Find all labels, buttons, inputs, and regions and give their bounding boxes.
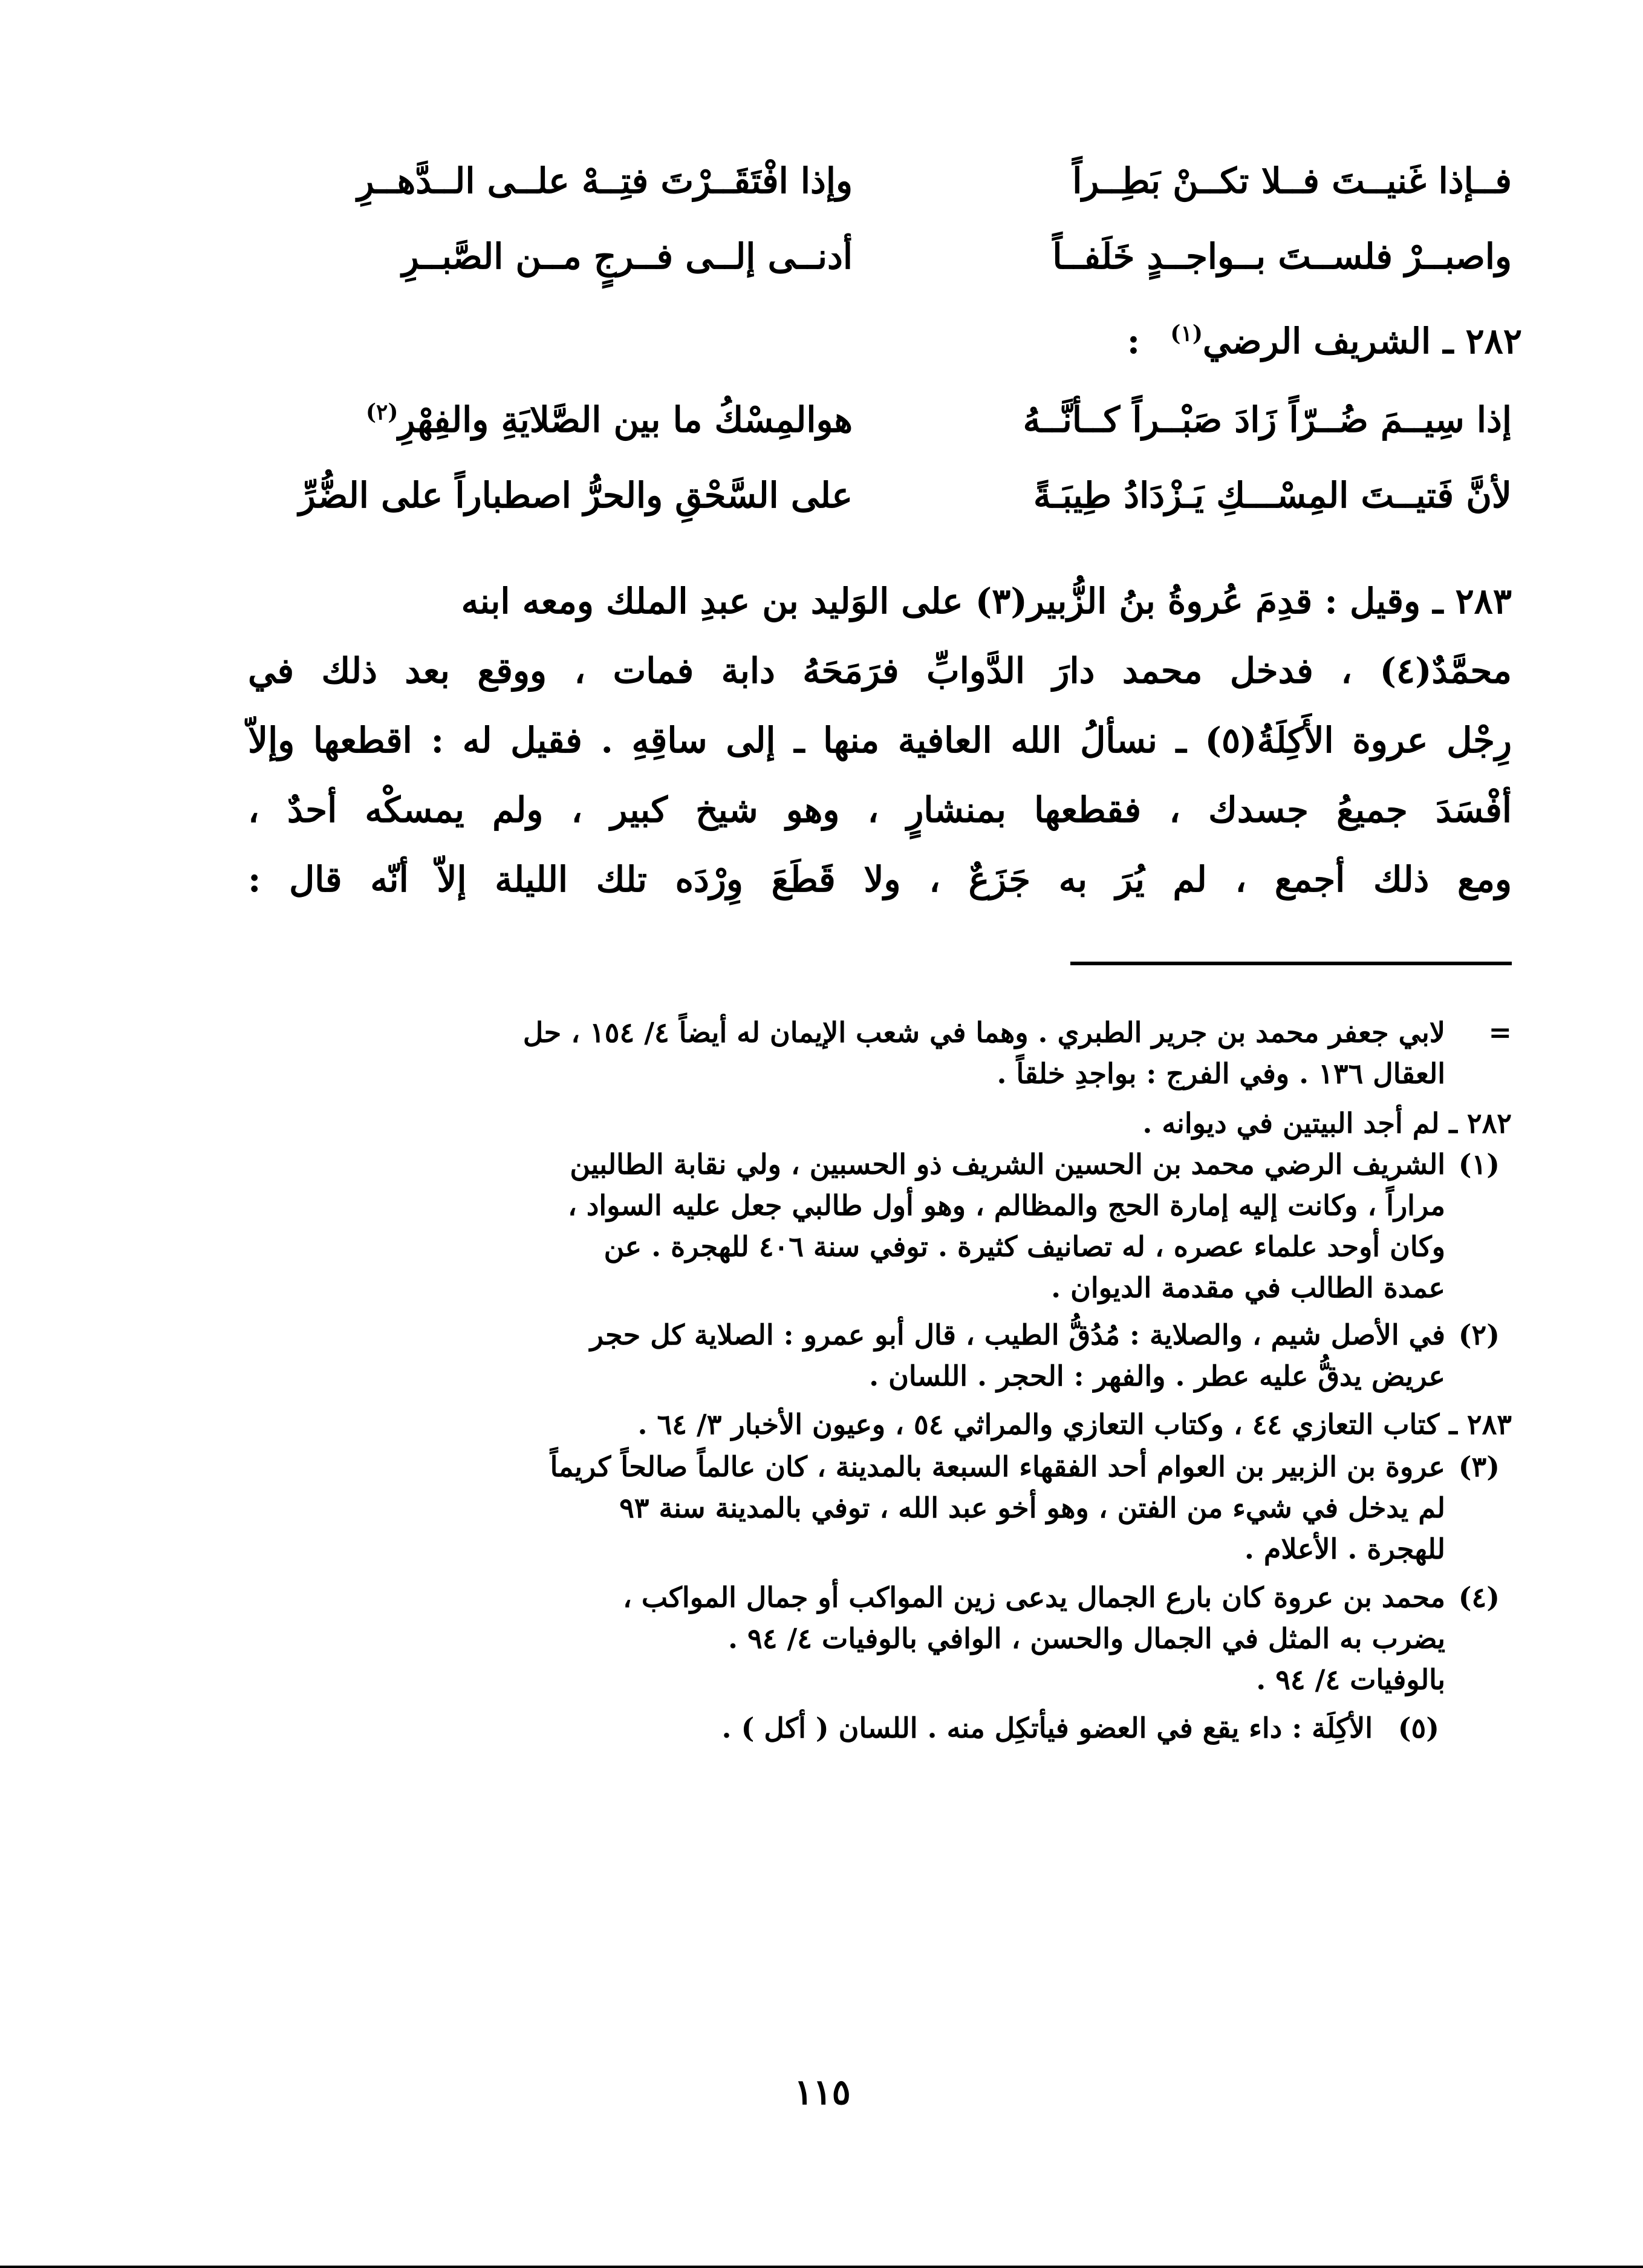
entry-283-paragraph (248, 581, 1512, 943)
hemistich-text: هوالمِسْكُ ما بين الصَّلايَةِ والفِهْرِ (398, 399, 853, 440)
footnote-line: لم يدخل في شيء من الفتن ، وهو أخو عبد الله ، توفي بالمدينة سنة ٩٣ (619, 1491, 1445, 1524)
paragraph-line: محمَّدٌ(٤) ، فدخل محمد دارَ الدَّوابِّ فرَمَحَهُ دابة فمات ، ووقع بعد ذلك في (248, 650, 1512, 691)
verse (248, 399, 1512, 448)
footnotes (248, 1016, 1512, 1984)
hemistich-second: أدنــى إلــى فــرجٍ مــن الصَّبــرِ (402, 236, 853, 277)
footnote-number: (٤) (1458, 1581, 1500, 1614)
paragraph-line: رِجْل عروة الأَكِلَةُ(٥) ـ نسألُ الله العافية منها ـ إلى ساقِهِ . فقيل له : اقطعها وإلاّ (248, 720, 1512, 761)
footnote-number: (٣) (1458, 1450, 1500, 1483)
footnote-line: عمدة الطالب في مقدمة الديوان . (1051, 1271, 1445, 1304)
footnote-line: الشريف الرضي محمد بن الحسين الشريف ذو الحسبين ، ولي نقابة الطالبين (570, 1148, 1445, 1181)
footnote-line: مراراً ، وكانت إليه إمارة الحج والمظالم ، وهو أول طالبي جعل عليه السواد ، (568, 1189, 1445, 1222)
continuation-marker: = (1488, 1016, 1512, 1049)
entry-282-heading (1127, 321, 1522, 362)
hemistich-first: واصبــرْ فلســتَ بــواجــدٍ خَلَفــاً (1052, 236, 1512, 277)
footnote-number: (٥) (1397, 1712, 1439, 1744)
footnote-number: (٢) (1458, 1318, 1500, 1351)
footnote-line: بالوفيات ٤/ ٩٤ . (1256, 1663, 1445, 1696)
footnote-line: لابي جعفر محمد بن جرير الطبري . وهما في شعب الإيمان له أيضاً ٤/ ١٥٤ ، حل (522, 1016, 1445, 1049)
footnote-entry-282: ٢٨٢ ـ لم أجد البيتين في ديوانه . (1142, 1107, 1512, 1139)
footnote-ref: (١) (1170, 321, 1203, 347)
footnote-line: الأكِلَة : داء يقع في العضو فيأتكِل منه . اللسان ( أكل ) . (721, 1712, 1373, 1744)
verse (248, 236, 1512, 284)
footnote-line: العقال ١٣٦ . وفي الفرج : بواجدِ خلقاً . (997, 1057, 1445, 1090)
entry-282-title: ٢٨٢ ـ الشريف الرضي (1202, 321, 1522, 362)
paragraph-line: ومع ذلك أجمع ، لم يُرَ به جَزَعٌ ، ولا قَطَعَ وِرْدَه تلك الليلة إلاّ أنّه قال : (248, 859, 1512, 900)
page-number: ١١٥ (794, 2071, 851, 2113)
colon: : (1127, 321, 1140, 362)
footnote-line: وكان أوحد علماء عصره ، له تصانيف كثيرة . توفي سنة ٤٠٦ للهجرة . عن (604, 1230, 1445, 1263)
hemistich-second (248, 399, 853, 440)
verse (248, 475, 1512, 523)
footnote-line: يضرب به المثل في الجمال والحسن ، الوافي بالوفيات ٤/ ٩٤ . (728, 1622, 1445, 1655)
paragraph-line: أفْسَدَ جميعُ جسدك ، فقطعها بمنشارٍ ، وهو شيخ كبير ، ولم يمسكْه أحدٌ ، (248, 789, 1512, 830)
poem-continuation (248, 160, 1512, 293)
footnote-separator (1070, 962, 1512, 965)
footnote-line: محمد بن عروة كان بارع الجمال يدعى زين المواكب أو جمال المواكب ، (623, 1581, 1445, 1614)
footnote-line: في الأصل شيم ، والصلاية : مُدُقُّ الطيب ، قال أبو عمرو : الصلاية كل حجر (590, 1318, 1445, 1351)
verse (248, 160, 1512, 209)
footnote-entry-283: ٢٨٣ ـ كتاب التعازي ٤٤ ، وكتاب التعازي والمراثي ٥٤ ، وعيون الأخبار ٣/ ٦٤ . (637, 1408, 1512, 1441)
paragraph-line: ٢٨٣ ـ وقيل : قدِمَ عُروةُ بنُ الزُّبير(٣) على الوَليد بن عبدِ الملك ومعه ابنه (461, 581, 1512, 622)
hemistich-second: وإذا افْتَقَــرْتَ فتِــهْ علــى الــدَّهــرِ (357, 160, 853, 201)
footnote-line: عريض يدقُّ عليه عطر . والفهر : الحجر . اللسان . (869, 1360, 1445, 1392)
poem-282 (248, 399, 1512, 532)
hemistich-first: لأنَّ فَتيــتَ المِسْـــكِ يَـزْدَادُ طِيبَـةً (1033, 475, 1512, 516)
footnote-number: (١) (1458, 1148, 1500, 1181)
hemistich-first: فــإذا غَنيــتَ فــلا تكــنْ بَطِــراً (1072, 160, 1512, 201)
hemistich-first: إذا سِيــمَ ضُــرّاً زَادَ صَبْــراً كــأنَّــهُ (1023, 399, 1512, 440)
footnote-line: عروة بن الزبير بن العوام أحد الفقهاء السبعة بالمدينة ، كان عالماً صالحاً كريماً (550, 1450, 1445, 1483)
footnote-line: للهجرة . الأعلام . (1244, 1533, 1445, 1565)
footnote-ref: (٢) (365, 399, 399, 425)
hemistich-second: على السَّحْقِ والحرُّ اصطباراً على الضُّرِّ (298, 475, 853, 516)
